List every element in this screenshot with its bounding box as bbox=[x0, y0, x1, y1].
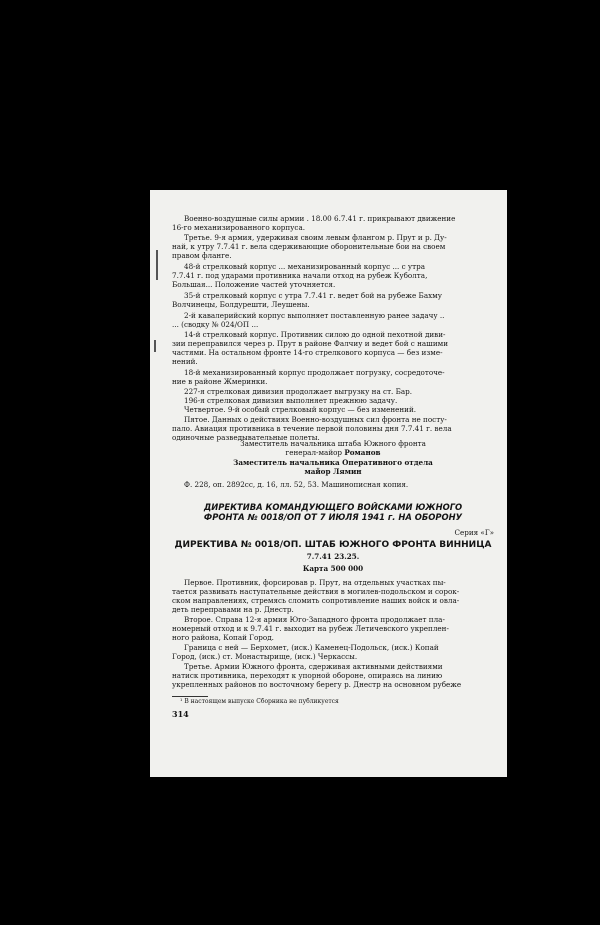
text-line: тается развивать наступательные действия в могилев-подольском и сорок- bbox=[172, 587, 460, 597]
text-line: Военно-воздушные силы армии . 18.00 6.7.41 г. прикрывают движение bbox=[184, 214, 456, 223]
text-line: 18-й механизированный корпус продолжает погрузку, сосредоточе- bbox=[184, 368, 445, 377]
signature-rank: майор bbox=[304, 467, 331, 477]
text-line: пало. Авиация противника в течение первой половины дня 7.7.41 г. вела bbox=[172, 424, 452, 434]
heading-line: ДИРЕКТИВА № 0018/ОП. ШТАБ ЮЖНОГО ФРОНТА ВИННИЦА bbox=[174, 540, 492, 550]
paragraph-first bbox=[172, 578, 494, 614]
text-line: 7.7.41 23.25. bbox=[306, 552, 360, 561]
signature-rank: генерал-майор bbox=[285, 448, 343, 458]
heading-line: ФРОНТА № 0018/ОП ОТ 7 ИЮЛЯ 1941 г. НА ОБОРОНУ bbox=[203, 512, 463, 522]
paragraph-14-corps bbox=[172, 330, 494, 366]
footnote-rule bbox=[172, 696, 208, 697]
footnote bbox=[172, 698, 494, 705]
paragraph-third bbox=[172, 233, 494, 260]
paragraph-air-forces bbox=[172, 214, 494, 232]
text-line: 14-й стрелковый корпус. Противник силою до одной пехотной диви- bbox=[184, 330, 446, 339]
scan-artifact bbox=[154, 340, 156, 352]
text-line: Четвертое. 9-й особый стрелковый корпус — без изменений. bbox=[184, 405, 417, 414]
text-line: номерный отход и к 9.7.41 г. выходит на рубеж Летичевского укреплен- bbox=[172, 624, 449, 634]
text-line: зии переправился через р. Прут в районе Фалчиу и ведет бой с нашими bbox=[172, 339, 449, 349]
text-line: укрепленных районов по восточному берегу р. Днестр на основном рубеже bbox=[172, 680, 462, 690]
series-label bbox=[172, 528, 494, 537]
signature-title: Заместитель начальника Оперативного отдела bbox=[233, 458, 433, 467]
directive-title bbox=[172, 540, 494, 551]
text-line: 196-я стрелковая дивизия выполняет прежнюю задачу. bbox=[184, 396, 398, 405]
text-line: ного района, Копай Город. bbox=[172, 633, 274, 643]
scan-artifact bbox=[156, 250, 158, 280]
text-line: 314 bbox=[172, 710, 189, 719]
text-line: Второе. Справа 12-я армия Юго-Западного фронта продолжает пла- bbox=[184, 615, 445, 624]
text-line: Пятое. Данных о действиях Военно-воздушных сил фронта не посту- bbox=[184, 415, 447, 424]
text-line: Город, (иск.) ст. Монастырище, (иск.) Черкассы. bbox=[172, 652, 358, 662]
paragraph-2-cavalry bbox=[172, 311, 494, 329]
text-line: правом фланге. bbox=[172, 251, 232, 261]
text-line: Карта 500 000 bbox=[302, 564, 364, 573]
text-line: 7.7.41 г. под ударами противника начали отход на рубеж Куболта, bbox=[172, 271, 428, 281]
text-line: Третье. Армии Южного фронта, сдерживая активными действиями bbox=[184, 662, 443, 671]
signature-name: Романов bbox=[344, 448, 381, 458]
text-line: 227-я стрелковая дивизия продолжает выгрузку на ст. Бар. bbox=[184, 387, 413, 396]
paragraph-227 bbox=[172, 387, 494, 396]
signature-block-1 bbox=[172, 439, 494, 457]
signature-block-2 bbox=[172, 458, 494, 476]
paragraph-third-directive bbox=[172, 662, 494, 689]
map-reference bbox=[172, 564, 494, 573]
paragraph-second bbox=[172, 615, 494, 642]
text-line: Серия «Г» bbox=[454, 528, 494, 537]
text-line: одиночные разведывательные полеты. bbox=[172, 433, 320, 443]
text-line: Волчинецы, Болдурешти, Леушены. bbox=[172, 300, 310, 310]
page-number bbox=[172, 710, 494, 719]
text-line: 16-го механизированного корпуса. bbox=[172, 223, 306, 233]
paragraph-fourth bbox=[172, 405, 494, 414]
document-page bbox=[150, 190, 507, 777]
source-note bbox=[172, 480, 494, 489]
text-line: деть переправами на р. Днестр. bbox=[172, 605, 294, 615]
text-line: ском направлениях, стремясь сломить сопротивление наших войск и овла- bbox=[172, 596, 460, 606]
text-line: Граница с ней — Берхомет, (иск.) Каменец-Подольск, (иск.) Копай bbox=[184, 643, 439, 652]
paragraph-35-corps bbox=[172, 291, 494, 309]
signature-title: Заместитель начальника штаба Южного фронта bbox=[240, 439, 426, 448]
paragraph-border bbox=[172, 643, 494, 661]
text-line: ... (сводку № 024/ОП ... bbox=[172, 320, 259, 330]
text-line: ¹ В настоящем выпуске Сборника не публикуется bbox=[180, 698, 339, 705]
text-line: Первое. Противник, форсировав р. Прут, на отдельных участках пы- bbox=[184, 578, 446, 587]
text-line: Большая... Положение частей уточняется. bbox=[172, 280, 336, 290]
text-line: 2-й кавалерийский корпус выполняет поставленную ранее задачу .. bbox=[184, 311, 445, 320]
paragraph-196 bbox=[172, 396, 494, 405]
text-line: Третье. 9-я армия, удерживая своим левым флангом р. Прут и р. Ду- bbox=[184, 233, 447, 242]
text-line: 48-й стрелковый корпус ... механизированный корпус ... с утра bbox=[184, 262, 426, 271]
text-line: най, к утру 7.7.41 г. вела сдерживающие оборонительные бои на своем bbox=[172, 242, 446, 252]
heading-line: ДИРЕКТИВА КОМАНДУЮЩЕГО ВОЙСКАМИ ЮЖНОГО bbox=[203, 502, 463, 512]
directive-datetime bbox=[172, 552, 494, 561]
text-line: Ф. 228, оп. 2892сс, д. 16, лл. 52, 53. Машинописная копия. bbox=[184, 480, 409, 489]
paragraph-18-mech bbox=[172, 368, 494, 386]
paragraph-48-corps bbox=[172, 262, 494, 289]
text-line: частями. На остальном фронте 14-го стрелкового корпуса — без изме- bbox=[172, 348, 443, 358]
signature-name: Лямин bbox=[333, 467, 362, 477]
text-line: 35-й стрелковый корпус с утра 7.7.41 г. ведет бой на рубеже Бахму bbox=[184, 291, 442, 300]
text-line: нений. bbox=[172, 357, 198, 367]
text-line: ние в районе Жмеринки. bbox=[172, 377, 268, 387]
document-heading bbox=[172, 502, 494, 522]
text-line: натиск противника, переходят к упорной обороне, опираясь на линию bbox=[172, 671, 443, 681]
